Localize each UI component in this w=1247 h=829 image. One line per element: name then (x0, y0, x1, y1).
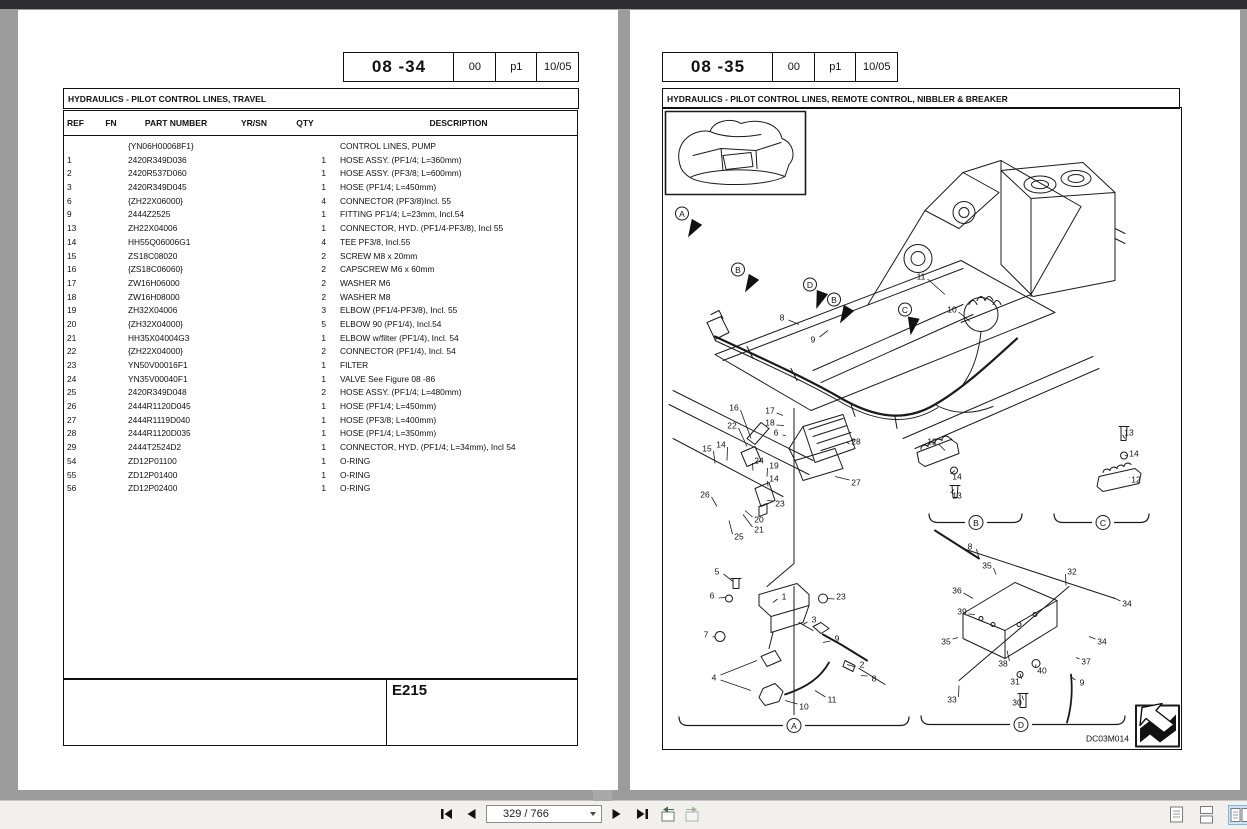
svg-text:D: D (806, 280, 814, 290)
single-page-view-icon (1169, 806, 1184, 824)
table-row: 27 2444R1119D040 1 HOSE (PF3/8; L=400mm) (67, 414, 437, 425)
table-row: 17 ZW16H06000 2 WASHER M6 (67, 277, 391, 288)
continuous-view-icon (1199, 806, 1214, 824)
svg-text:35: 35 (941, 636, 951, 647)
col-fn: FN (105, 118, 117, 128)
svg-text:19: 19 (769, 460, 779, 471)
svg-text:6: 6 (709, 590, 715, 601)
first-page-button[interactable] (436, 804, 456, 824)
section-title: HYDRAULICS - PILOT CONTROL LINES, REMOTE CONTROL, NIBBLER & BREAKER (662, 88, 1180, 109)
table-row: 26 2444R1120D045 1 HOSE (PF1/4; L=450mm) (67, 401, 437, 412)
svg-text:15: 15 (702, 443, 712, 454)
svg-text:27: 27 (851, 477, 861, 488)
svg-text:22: 22 (727, 420, 737, 431)
svg-text:17: 17 (765, 405, 775, 416)
single-page-view-button[interactable] (1168, 805, 1185, 825)
table-row: 23 YN50V00016F1 1 FILTER (67, 360, 369, 370)
col-qty: QTY (296, 118, 314, 128)
stamp-date: 10/05 (536, 52, 579, 82)
table-row: 21 HH35X04004G3 1 ELBOW w/filter (PF1/4), Incl. 54 (67, 332, 459, 343)
table-row: 55 ZD12P01400 1 O-RING (67, 469, 371, 480)
svg-text:21: 21 (754, 524, 764, 535)
svg-text:18: 18 (765, 417, 775, 428)
stamp-page-number: 08 -35 (662, 52, 774, 82)
stamp-sheet: p1 (814, 52, 857, 82)
catalog-page-left (18, 10, 618, 790)
svg-text:4: 4 (711, 672, 717, 683)
col-part: PART NUMBER (144, 118, 208, 128)
window-top-strip (0, 0, 1247, 9)
table-row: 3 2420R349D045 1 HOSE (PF1/4; L=450mm) (67, 182, 437, 193)
table-row: 2 2420R537D060 1 HOSE ASSY. (PF3/8; L=600mm) (67, 168, 462, 179)
table-row: 28 2444R1120D035 1 HOSE (PF1/4; L=350mm) (67, 428, 437, 439)
svg-text:1: 1 (781, 591, 787, 602)
page-stamp (662, 52, 898, 82)
table-row: 29 2444T2524D2 1 CONNECTOR, HYD. (PF1/4; L=34mm), Incl 54 (67, 442, 516, 453)
svg-text:B: B (831, 295, 837, 305)
toolbar-drag-handle[interactable] (593, 790, 612, 801)
svg-text:B: B (735, 265, 741, 275)
model-code: E215 (392, 682, 428, 699)
last-page-icon (635, 808, 650, 820)
svg-text:10: 10 (799, 701, 809, 712)
svg-text:13: 13 (952, 490, 962, 501)
svg-text:13: 13 (1124, 427, 1134, 438)
svg-text:39: 39 (957, 606, 967, 617)
svg-text:14: 14 (716, 439, 726, 450)
svg-text:33: 33 (947, 694, 957, 705)
next-page-button[interactable] (607, 804, 627, 824)
previous-view-button[interactable] (657, 804, 677, 824)
table-row: 22 {ZH22X04000} 2 CONNECTOR (PF1/4), Incl. 54 (67, 346, 456, 357)
continuous-view-button[interactable] (1198, 805, 1215, 825)
parts-table-body (64, 136, 577, 496)
col-ref: REF (67, 118, 84, 128)
page-number-input[interactable] (486, 805, 602, 823)
svg-text:B: B (973, 518, 979, 528)
svg-text:10: 10 (947, 304, 957, 315)
page-indicator: 329 / 766 (503, 808, 549, 820)
col-yrsn: YR/SN (241, 118, 267, 128)
stamp-page-number: 08 -34 (343, 52, 455, 82)
svg-text:30: 30 (1012, 697, 1022, 708)
table-row: 15 ZS18C08020 2 SCREW M8 x 20mm (67, 250, 418, 261)
page-layout-controls (1168, 805, 1247, 825)
svg-text:A: A (791, 721, 797, 731)
table-row: 54 ZD12P01100 1 O-RING (67, 455, 371, 466)
svg-text:34: 34 (1097, 636, 1107, 647)
svg-text:16: 16 (729, 402, 739, 413)
svg-text:35: 35 (982, 560, 992, 571)
dropdown-arrow-icon (590, 812, 596, 816)
page-stamp (343, 52, 579, 82)
svg-text:14: 14 (1129, 448, 1139, 459)
pdf-viewer-canvas (0, 9, 1247, 800)
first-page-icon (439, 808, 454, 820)
table-row: {YN06H00068F1} CONTROL LINES, PUMP (128, 141, 437, 151)
svg-text:8: 8 (871, 673, 877, 684)
svg-text:24: 24 (754, 455, 764, 466)
svg-text:9: 9 (810, 334, 816, 345)
table-row: 9 2444Z2525 1 FITTING PF1/4; L=23mm, Incl.54 (67, 209, 465, 220)
svg-text:11: 11 (827, 694, 837, 705)
table-row: 1 2420R349D036 1 HOSE ASSY. (PF1/4; L=360mm) (67, 154, 462, 165)
svg-text:8: 8 (779, 312, 785, 323)
svg-text:9: 9 (1079, 677, 1085, 688)
previous-view-icon (658, 806, 677, 823)
svg-text:40: 40 (1037, 665, 1047, 676)
next-page-icon (611, 808, 623, 820)
exploded-diagram (662, 107, 1182, 750)
svg-text:25: 25 (734, 531, 744, 542)
svg-text:26: 26 (700, 489, 710, 500)
next-view-icon (683, 806, 702, 823)
svg-text:9: 9 (834, 633, 840, 644)
table-row: 14 HH55Q06006G1 4 TEE PF3/8, Incl.55 (67, 236, 411, 247)
table-row: 25 2420R349D048 2 HOSE ASSY. (PF1/4; L=480mm) (67, 387, 462, 398)
svg-text:DC03M014: DC03M014 (1086, 733, 1129, 744)
svg-text:6: 6 (773, 427, 779, 438)
svg-text:C: C (901, 305, 909, 315)
diagram-illustration (663, 108, 1181, 749)
stamp-date: 10/05 (855, 52, 898, 82)
section-title: HYDRAULICS - PILOT CONTROL LINES, TRAVEL (63, 88, 579, 109)
svg-text:23: 23 (775, 498, 785, 509)
table-row: 56 ZD12P02400 1 O-RING (67, 483, 371, 494)
svg-text:C: C (1099, 518, 1107, 528)
catalog-page-right (630, 10, 1240, 790)
svg-text:A: A (679, 209, 685, 219)
svg-text:D: D (1017, 720, 1025, 730)
svg-text:37: 37 (1081, 656, 1091, 667)
stamp-sheet: p1 (495, 52, 538, 82)
prev-page-icon (465, 808, 477, 820)
table-row: 16 {ZS18C06060} 2 CAPSCREW M6 x 60mm (67, 264, 435, 275)
facing-pages-view-button[interactable] (1228, 805, 1247, 825)
table-row: 24 YN35V00040F1 1 VALVE See Figure 08 -86 (67, 373, 436, 384)
svg-text:31: 31 (1010, 676, 1020, 687)
stamp-revision: 00 (772, 52, 815, 82)
svg-text:20: 20 (754, 514, 764, 525)
col-desc: DESCRIPTION (429, 118, 488, 128)
svg-text:8: 8 (967, 541, 973, 552)
viewer-toolbar (0, 800, 1247, 829)
page-navigation (436, 804, 702, 824)
footer-divider (386, 679, 387, 745)
stamp-revision: 00 (453, 52, 496, 82)
svg-text:38: 38 (998, 658, 1008, 669)
svg-text:34: 34 (1122, 598, 1132, 609)
diagram-static-art (666, 112, 1180, 747)
prev-page-button[interactable] (461, 804, 481, 824)
svg-text:28: 28 (851, 436, 861, 447)
table-row: 13 ZH22X04006 1 CONNECTOR, HYD. (PF1/4-PF3/8), Incl 55 (67, 223, 504, 234)
svg-text:2: 2 (859, 659, 865, 670)
parts-table-header (64, 111, 577, 136)
facing-pages-view-icon (1230, 807, 1247, 823)
table-row: 6 {ZH22X06000} 4 CONNECTOR (PF3/8)Incl. 55 (67, 195, 452, 206)
table-row: 18 ZW16H08000 2 WASHER M8 (67, 291, 391, 302)
svg-text:32: 32 (1067, 566, 1077, 577)
svg-text:36: 36 (952, 585, 962, 596)
next-view-button[interactable] (682, 804, 702, 824)
svg-text:14: 14 (769, 473, 779, 484)
svg-text:12: 12 (927, 436, 937, 447)
parts-table (63, 110, 578, 680)
svg-text:11: 11 (916, 271, 926, 282)
page-footer-box (63, 678, 578, 746)
table-row: 19 ZH32X04006 3 ELBOW (PF1/4-PF3/8), Incl. 55 (67, 305, 458, 316)
table-row: 20 {ZH32X04000} 5 ELBOW 90 (PF1/4), Incl.54 (67, 318, 442, 329)
svg-text:5: 5 (714, 566, 720, 577)
svg-text:12: 12 (1131, 474, 1141, 485)
svg-text:23: 23 (836, 591, 846, 602)
svg-text:3: 3 (811, 614, 817, 625)
last-page-button[interactable] (632, 804, 652, 824)
svg-text:7: 7 (703, 629, 709, 640)
svg-text:14: 14 (952, 471, 962, 482)
